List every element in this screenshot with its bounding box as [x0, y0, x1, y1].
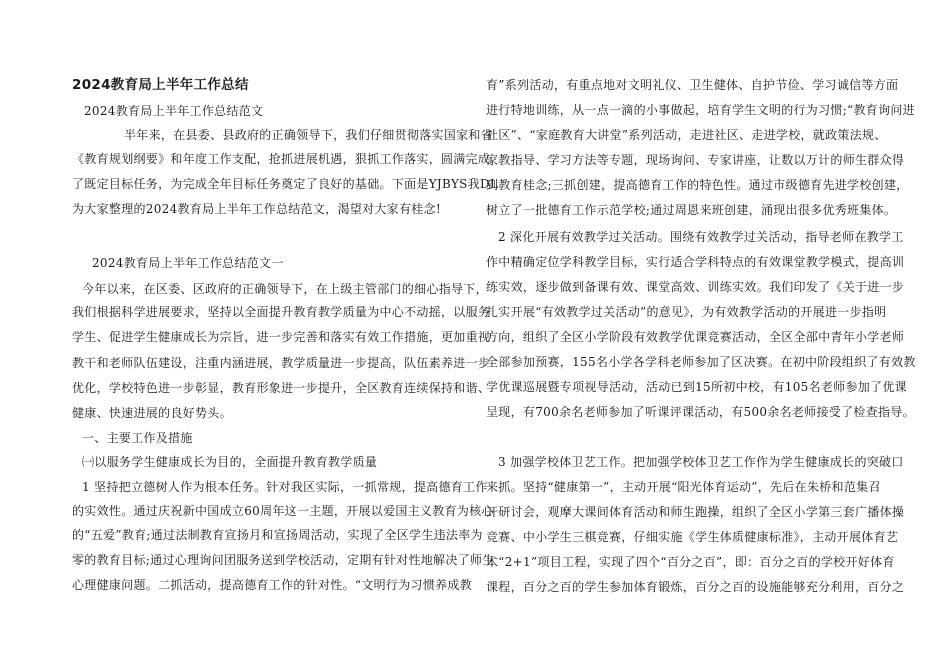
heading-level1: 一、主要工作及措施: [82, 431, 193, 445]
continued-line: 树立了一批德育工作示范学校;通过周恩来班创建，涌现出很多优秀班集体。: [486, 203, 897, 217]
intro-line: 了既定目标任务，为完成全年目标任务奠定了良好的基础。下面是YJBYS我DL: [72, 177, 499, 191]
item-line: 开研讨会，观摩大课间体育活动和师生跑操，组织了全区小学第三套广播体操: [486, 505, 905, 519]
intro-line: 半年来，在县委、县政府的正确领导下，我们仔细贯彻落实国家和省: [124, 128, 494, 142]
item-line: 2 深化开展有效教学过关活动。围绕有效教学过关活动，指导老师在教学工: [498, 230, 904, 244]
item-line: 全部参加预赛，155名小学各学科老师参加了区决赛。在初中阶段组织了有效教: [486, 355, 916, 369]
paragraph-line: 教干和老师队伍建设，注重内涵进展，教学质量进一步提高，队伍素养进一步: [72, 356, 491, 370]
item-line: 竞赛、中小学生三棋竞赛，仔细实施《学生体质健康标准》，主动开展体育艺: [486, 530, 899, 544]
item-line: 来抓。坚持“健康第一”，主动开展“阳光体育运动”，先后在朱桥和范集召: [486, 480, 881, 494]
item-line: 练实效，逐步做到备课有效、课堂高效、训练实效。我们印发了《关于进一步: [486, 280, 905, 294]
paragraph-line: 优化，学校特色进一步彰显，教育形象进一步提升，全区教育连续保持和谐、: [72, 381, 491, 395]
item-line: 的实效性。通过庆祝新中国成立60周年这一主题，开展以爱国主义教育为核心: [72, 504, 494, 518]
intro-line: 为大家整理的2024教育局上半年工作总结范文，渴望对大家有桂念!: [72, 202, 441, 216]
item-line: 课程，百分之百的学生参加体育锻炼，百分之百的设施能够充分利用，百分之: [486, 580, 905, 594]
continued-line: 到教育桂念;三抓创建，提高德育工作的特色性。通过市级德育先进学校创建，: [486, 178, 909, 192]
continued-line: 家教指导、学习方法等专题，现场询问、专家讲座，让数以万计的师生群众得: [486, 153, 905, 167]
item-line: 术“2+1”项目工程，实现了四个“百分之百”，即：百分之百的学校开好体育: [486, 555, 895, 569]
item-line: 方向，组织了全区小学阶段有效教学优课竞赛活动，全区全部中青年小学老师: [486, 330, 905, 344]
paragraph-line: 学生、促进学生健康成长为宗旨，进一步完善和落实有效工作措施，更加重视: [72, 330, 491, 344]
continued-line: 进行特地训练，从一点一滴的小事做起，培育学生文明的行为习惯;“教育询问进: [486, 103, 915, 117]
item-line: 的“五爱”教育;通过法制教育宣扬月和宣扬周活动，实现了全区学生违法率为: [72, 528, 483, 542]
item-line: 心理健康问题。二抓活动，提高德育工作的针对性。“文明行为习惯养成教: [72, 578, 473, 592]
item-line: 3 加强学校体卫艺工作。把加强学校体卫艺工作作为学生健康成长的突破口: [498, 455, 904, 469]
continued-line: 育”系列活动，有重点地对文明礼仪、卫生健体、自护节俭、学习诚信等方面: [486, 78, 899, 92]
section-title: 2024教育局上半年工作总结范文一: [92, 256, 284, 270]
item-line: 零的教育目标;通过心理询问团服务送到学校活动，定期有针对性地解决了师生: [72, 553, 495, 567]
intro-line: 《教育规划纲要》和年度工作支配，抢抓进展机遇，狠抓工作落实，圆满完成: [72, 152, 491, 166]
document-subtitle: 2024教育局上半年工作总结范文: [84, 104, 264, 118]
item-line: 1 坚持把立德树人作为根本任务。针对我区实际，一抓常规，提高德育工作: [82, 480, 488, 494]
paragraph-line: 我们根据科学进展要求，坚持以全面提升教育教学质量为中心不动摇，以服务: [72, 305, 491, 319]
item-line: 作中精确定位学科教学目标，实行适合学科特点的有效课堂教学模式，提高训: [486, 255, 905, 269]
item-line: 扎实开展“有效教学过关活动”的意见》，为有效教学活动的开展进一步指明: [486, 305, 887, 319]
item-line: 呈现，有700余名老师参加了听课评课活动，有500余名老师接受了检查指导。: [486, 405, 915, 419]
paragraph-line: 健康、快速进展的良好势头。: [72, 406, 232, 420]
item-line: 学优课巡展暨专项视导活动，活动已到15所初中校，有105名老师参加了优课: [486, 380, 907, 394]
document-title: 2024教育局上半年工作总结: [72, 77, 249, 93]
paragraph-line: 今年以来，在区委、区政府的正确领导下，在上级主管部门的细心指导下，: [82, 282, 488, 296]
continued-line: 社区”、“家庭教育大讲堂”系列活动，走进社区、走进学校，就政策法规、: [486, 128, 887, 142]
heading-level2: ㈠以服务学生健康成长为目的，全面提升教育教学质量: [82, 455, 378, 469]
